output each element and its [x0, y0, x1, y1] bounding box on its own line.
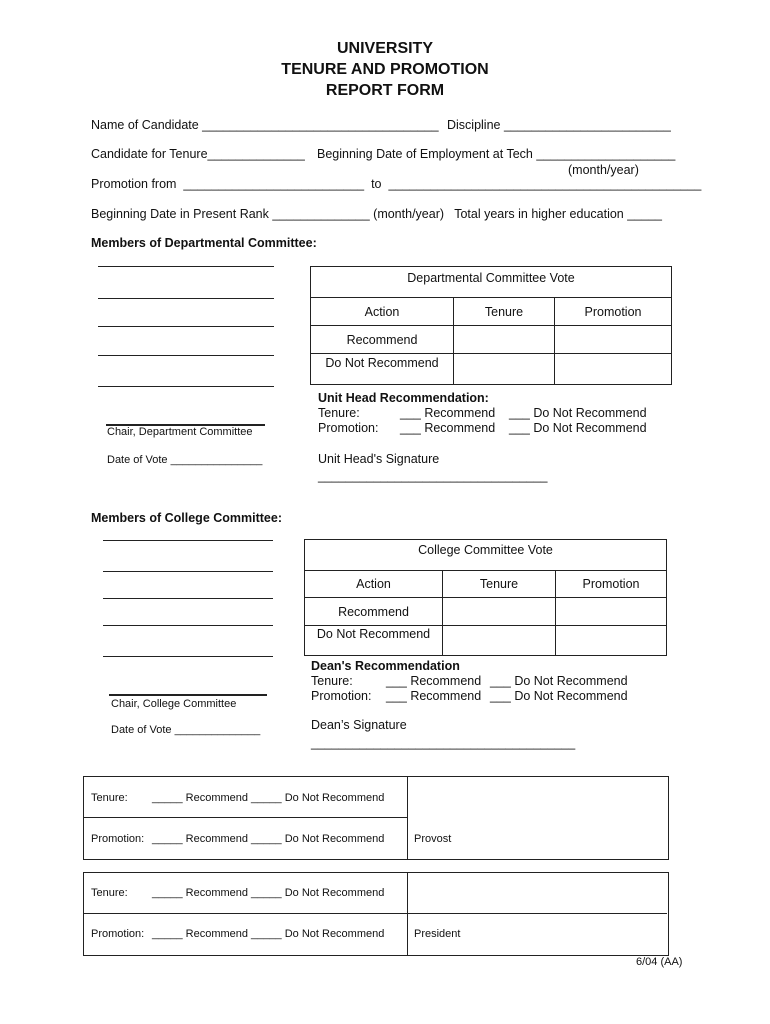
dean-tenure-recommend[interactable]: ___ Recommend: [386, 674, 482, 688]
provost-signer-label: Provost: [414, 833, 452, 845]
provost-promotion-label: Promotion:: [91, 833, 145, 845]
president-tenure-choices[interactable]: _____ Recommend _____ Do Not Recommend: [152, 887, 385, 899]
dept-member-line[interactable]: [98, 326, 274, 327]
provost-column-divider: [407, 776, 408, 859]
college-member-line[interactable]: [103, 656, 273, 657]
dept-tenure-not-recommend-cell[interactable]: [454, 354, 555, 385]
dept-member-line[interactable]: [98, 266, 274, 267]
dept-col-promotion: Promotion: [555, 298, 672, 326]
revision-label: 6/04 (AA): [636, 956, 683, 968]
dean-heading: Dean's Recommendation: [311, 659, 460, 673]
college-tenure-recommend-cell[interactable]: [443, 598, 556, 626]
president-signer-label: President: [414, 928, 461, 940]
college-vote-table: [304, 539, 667, 656]
provost-box: [83, 776, 669, 860]
unit-head-promotion-label: Promotion:: [318, 421, 379, 435]
promotion-from-field[interactable]: Promotion from __________________________ to _____________________________________________: [91, 177, 702, 191]
dept-col-action: Action: [311, 298, 454, 326]
departmental-committee-heading: Members of Departmental Committee:: [91, 236, 317, 250]
president-promotion-label: Promotion:: [91, 928, 145, 940]
college-member-line[interactable]: [103, 540, 273, 541]
title-line-3: REPORT FORM: [325, 82, 445, 99]
provost-row-divider: [83, 817, 408, 818]
unit-head-heading: Unit Head Recommendation:: [318, 391, 489, 405]
college-promotion-not-recommend-cell[interactable]: [556, 626, 667, 656]
dept-member-line[interactable]: [98, 386, 274, 387]
unit-head-promotion-recommend[interactable]: ___ Recommend: [400, 421, 496, 435]
dept-table-title: Departmental Committee Vote: [311, 267, 672, 298]
dept-promotion-not-recommend-cell[interactable]: [555, 354, 672, 385]
college-chair-line[interactable]: [109, 694, 267, 696]
college-row-recommend: Recommend: [305, 598, 443, 626]
college-chair-label: Chair, College Committee: [111, 698, 237, 710]
unit-head-signature-line[interactable]: _________________________________: [318, 469, 548, 483]
college-tenure-not-recommend-cell[interactable]: [443, 626, 556, 656]
title-line-1: UNIVERSITY: [336, 40, 433, 57]
dean-tenure-not-recommend[interactable]: ___ Do Not Recommend: [490, 674, 628, 688]
college-col-tenure: Tenure: [443, 571, 556, 598]
dean-tenure-label: Tenure:: [311, 674, 353, 688]
dean-signature-label: Dean’s Signature: [311, 718, 407, 732]
dept-promotion-recommend-cell[interactable]: [555, 326, 672, 354]
dept-date-of-vote[interactable]: Date of Vote _______________: [107, 454, 263, 466]
unit-head-tenure-not-recommend[interactable]: ___ Do Not Recommend: [509, 406, 647, 420]
unit-head-tenure-label: Tenure:: [318, 406, 360, 420]
college-col-promotion: Promotion: [556, 571, 667, 598]
dean-promotion-recommend[interactable]: ___ Recommend: [386, 689, 482, 703]
unit-head-signature-label: Unit Head's Signature: [318, 452, 440, 466]
dept-chair-label: Chair, Department Committee: [107, 426, 253, 438]
candidate-for-field[interactable]: Candidate for Tenure______________: [91, 147, 305, 161]
dept-member-line[interactable]: [98, 298, 274, 299]
dept-member-line[interactable]: [98, 355, 274, 356]
dept-row-recommend: Recommend: [311, 326, 454, 354]
title-line-2: TENURE AND PROMOTION: [281, 61, 489, 78]
dept-row-not-recommend: Do Not Recommend: [311, 354, 454, 385]
college-member-line[interactable]: [103, 571, 273, 572]
college-member-line[interactable]: [103, 625, 273, 626]
present-rank-field[interactable]: Beginning Date in Present Rank ______________ (month/year) Total years in higher education _____: [91, 207, 662, 221]
unit-head-promotion-not-recommend[interactable]: ___ Do Not Recommend: [509, 421, 647, 435]
president-box: [83, 872, 669, 956]
college-date-of-vote[interactable]: Date of Vote ______________: [111, 724, 261, 736]
college-row-not-recommend: Do Not Recommend: [305, 626, 443, 656]
provost-tenure-choices[interactable]: _____ Recommend _____ Do Not Recommend: [152, 792, 385, 804]
month-year-note: (month/year): [568, 163, 639, 177]
dean-signature-line[interactable]: ______________________________________: [311, 736, 576, 750]
college-col-action: Action: [305, 571, 443, 598]
college-promotion-recommend-cell[interactable]: [556, 598, 667, 626]
unit-head-tenure-recommend[interactable]: ___ Recommend: [400, 406, 496, 420]
president-promotion-choices[interactable]: _____ Recommend _____ Do Not Recommend: [152, 928, 385, 940]
college-committee-heading: Members of College Committee:: [91, 511, 283, 525]
provost-tenure-label: Tenure:: [91, 792, 128, 804]
candidate-name-field[interactable]: Name of Candidate __________________________________: [91, 118, 439, 132]
dean-promotion-not-recommend[interactable]: ___ Do Not Recommend: [490, 689, 628, 703]
president-column-divider: [407, 872, 408, 955]
departmental-vote-table: [310, 266, 672, 385]
dean-promotion-label: Promotion:: [311, 689, 372, 703]
president-row-divider: [83, 913, 667, 914]
discipline-field[interactable]: Discipline ________________________: [447, 118, 671, 132]
college-table-title: College Committee Vote: [305, 540, 667, 571]
dept-tenure-recommend-cell[interactable]: [454, 326, 555, 354]
dept-col-tenure: Tenure: [454, 298, 555, 326]
provost-promotion-choices[interactable]: _____ Recommend _____ Do Not Recommend: [152, 833, 385, 845]
college-member-line[interactable]: [103, 598, 273, 599]
employment-date-field[interactable]: Beginning Date of Employment at Tech ____________________: [317, 147, 676, 161]
president-tenure-label: Tenure:: [91, 887, 128, 899]
